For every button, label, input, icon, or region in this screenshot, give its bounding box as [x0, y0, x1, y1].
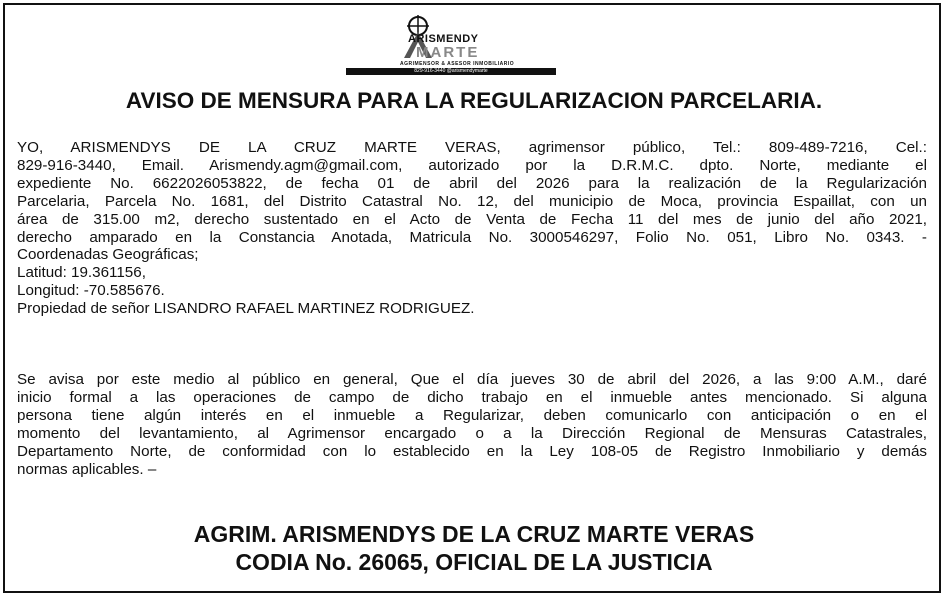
paragraph-2-line: normas aplicables. – [17, 460, 157, 478]
company-logo [346, 14, 556, 74]
signature-name: AGRIM. ARISMENDYS DE LA CRUZ MARTE VERAS [193, 521, 755, 547]
paragraph-2-line: inicio formal a las operaciones de campo de dicho trabajo en el inmueble antes mencionado. Si alguna [17, 388, 927, 406]
paragraph-1-line: área de 315.00 m2, derecho sustentado en el Acto de Venta de Fecha 11 del mes de junio del año 2021, [17, 210, 927, 228]
coordinates-heading: Coordenadas Geográficas; [17, 246, 199, 264]
paragraph-1-line: Parcelaria, Parcela No. 1681, del Distrito Catastral No. 12, del municipio de Moca, provincia Espaillat, con un [17, 192, 927, 210]
paragraph-1-line: derecho amparado en la Constancia Anotada, Matricula No. 3000546297, Folio No. 051, Libro No. 0343. - [17, 228, 927, 246]
paragraph-1-line: 829-916-3440, Email. Arismendy.agm@gmail.com, autorizado por la D.R.M.C. dpto. Norte, mediante el [17, 156, 927, 174]
signature-credential: CODIA No. 26065, OFICIAL DE LA JUSTICIA [235, 549, 713, 575]
logo-brand-line2: MARTE [416, 44, 480, 61]
signature-block [0, 520, 948, 576]
logo-tagline: AGRIMENSOR & ASESOR INMOBILIARIO [400, 61, 515, 67]
paragraph-1 [17, 139, 927, 318]
longitude-value: Longitud: -70.585676. [17, 282, 165, 300]
paragraph-1-line: expediente No. 6622026053822, de fecha 01 de abril del 2026 para la realización de la Regularización [17, 174, 927, 192]
paragraph-2 [17, 371, 927, 478]
logo-contact-bar: 829-916-3440 @arismendymarte [346, 68, 556, 75]
notice-title: AVISO DE MENSURA PARA LA REGULARIZACION PARCELARIA. [125, 88, 823, 113]
property-owner: Propiedad de señor LISANDRO RAFAEL MARTINEZ RODRIGUEZ. [17, 300, 475, 318]
paragraph-2-line: Se avisa por este medio al público en general, Que el día jueves 30 de abril del 2026, a las 9:00 A.M., daré [17, 371, 927, 388]
latitude-value: Latitud: 19.361156, [17, 264, 146, 282]
logo-brand-line1: ARISMENDY [408, 33, 479, 45]
paragraph-2-line: persona tiene algún interés en el inmueble a Regularizar, deben comunicarlo con anticipación o en el [17, 406, 927, 424]
paragraph-2-line: Departamento Norte, de conformidad con lo establecido en la Ley 108-05 de Registro Inmobiliario y demás [17, 442, 927, 460]
paragraph-2-line: momento del levantamiento, al Agrimensor encargado o a la Dirección Regional de Mensuras Catastrales, [17, 424, 927, 442]
paragraph-1-line: YO, ARISMENDYS DE LA CRUZ MARTE VERAS, agrimensor público, Tel.: 809-489-7216, Cel.: [17, 139, 927, 156]
